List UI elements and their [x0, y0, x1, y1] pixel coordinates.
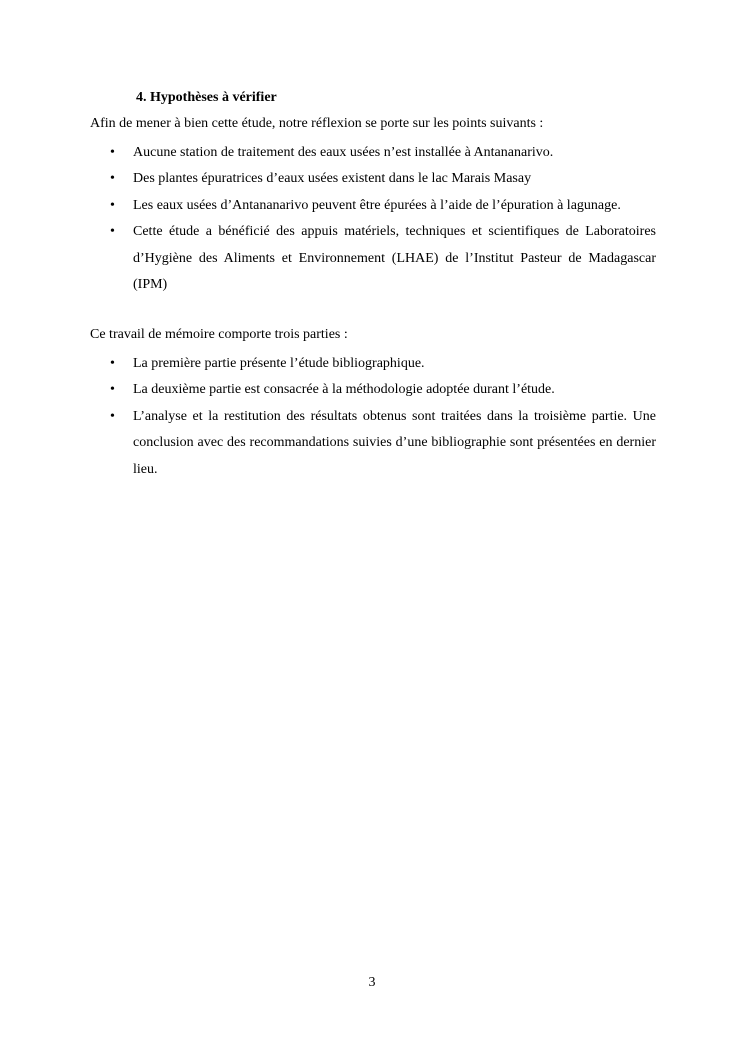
list-item — [90, 404, 656, 483]
bullet-icon: • — [110, 356, 115, 371]
list-item — [90, 377, 656, 403]
list-item — [90, 351, 656, 377]
bullet-icon: • — [110, 145, 115, 160]
part-text: La deuxième partie est consacrée à la méthodologie adoptée durant l’étude. — [133, 382, 555, 398]
hypothesis-text: Cette étude a bénéficié des appuis matériels, techniques et scientifiques de Laboratoires d’Hygiène des Aliments et Environnement (LHAE) de l’Institut Pasteur de Madagascar (IPM) — [133, 224, 656, 293]
intro-paragraph: Afin de mener à bien cette étude, notre réflexion se porte sur les points suivants : — [90, 116, 544, 131]
bullet-icon: • — [110, 171, 115, 187]
part-text: L’analyse et la restitution des résultats obtenus sont traitées dans la troisième partie. Une conclusion avec des recommandations suivies d’une bibliographie sont présentées en dernier lieu. — [133, 408, 656, 477]
page-number: 3 — [368, 975, 376, 990]
hypothesis-text: Des plantes épuratrices d’eaux usées existent dans le lac Marais Masay — [133, 171, 532, 187]
list-item — [90, 219, 656, 298]
section-heading: 4. Hypothèses à vérifier — [136, 90, 277, 105]
hypothesis-text: Les eaux usées d’Antananarivo peuvent être épurées à l’aide de l’épuration à lagunage. — [133, 197, 621, 213]
hypotheses-list — [90, 140, 656, 298]
bullet-icon: • — [110, 224, 115, 240]
parts-intro-paragraph: Ce travail de mémoire comporte trois parties : — [90, 327, 348, 342]
bullet-icon: • — [110, 382, 115, 398]
bullet-icon: • — [110, 197, 115, 213]
list-item — [90, 166, 656, 192]
bullet-icon: • — [110, 408, 115, 424]
list-item — [90, 193, 656, 219]
part-text: La première partie présente l’étude bibliographique. — [133, 356, 425, 371]
hypothesis-text: Aucune station de traitement des eaux usées n’est installée à Antananarivo. — [133, 145, 554, 160]
list-item — [90, 140, 656, 166]
parts-list — [90, 351, 656, 483]
